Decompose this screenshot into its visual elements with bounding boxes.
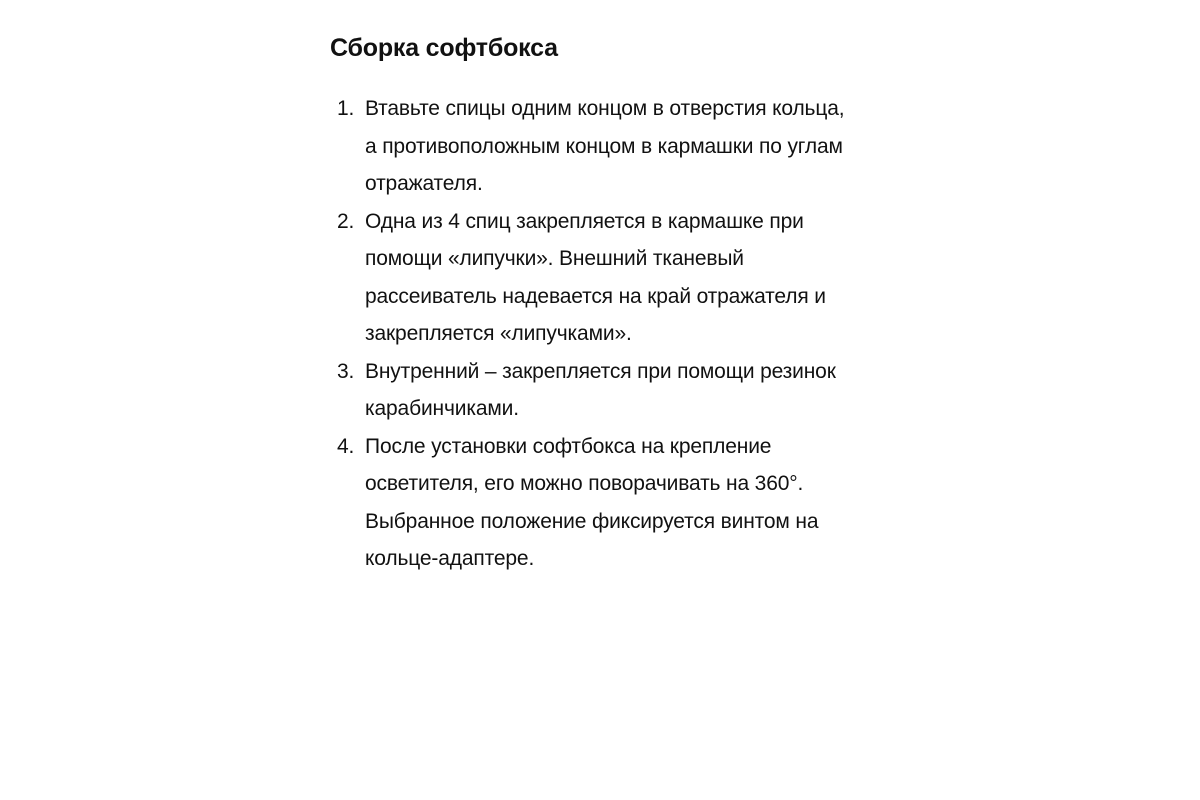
step-number: 4. (337, 434, 355, 458)
step-item (330, 203, 850, 353)
step-text: Одна из 4 спиц закрепляется в кармашке при помощи «липучки». Внешний тканевый рассеиватель надевается на край отражателя и закрепляется «липучками». (365, 209, 826, 345)
step-text: Внутренний – закрепляется при помощи резинок карабинчиками. (365, 359, 836, 420)
step-item (330, 90, 850, 203)
step-text: После установки софтбокса на крепление осветителя, его можно поворачивать на 360°. Выбранное положение фиксируется винтом на кольце-адаптере. (365, 434, 819, 570)
steps-list (330, 90, 850, 578)
step-text: Втавьте спицы одним концом в отверстия кольца, а противоположным концом в кармашки по углам отражателя. (365, 97, 845, 195)
step-number: 3. (337, 359, 355, 383)
section-title: Сборка софтбокса (330, 34, 558, 62)
step-number: 1. (337, 97, 355, 120)
step-item (330, 353, 850, 428)
step-item (330, 428, 850, 578)
instructions-section (330, 30, 850, 578)
step-number: 2. (337, 209, 355, 233)
